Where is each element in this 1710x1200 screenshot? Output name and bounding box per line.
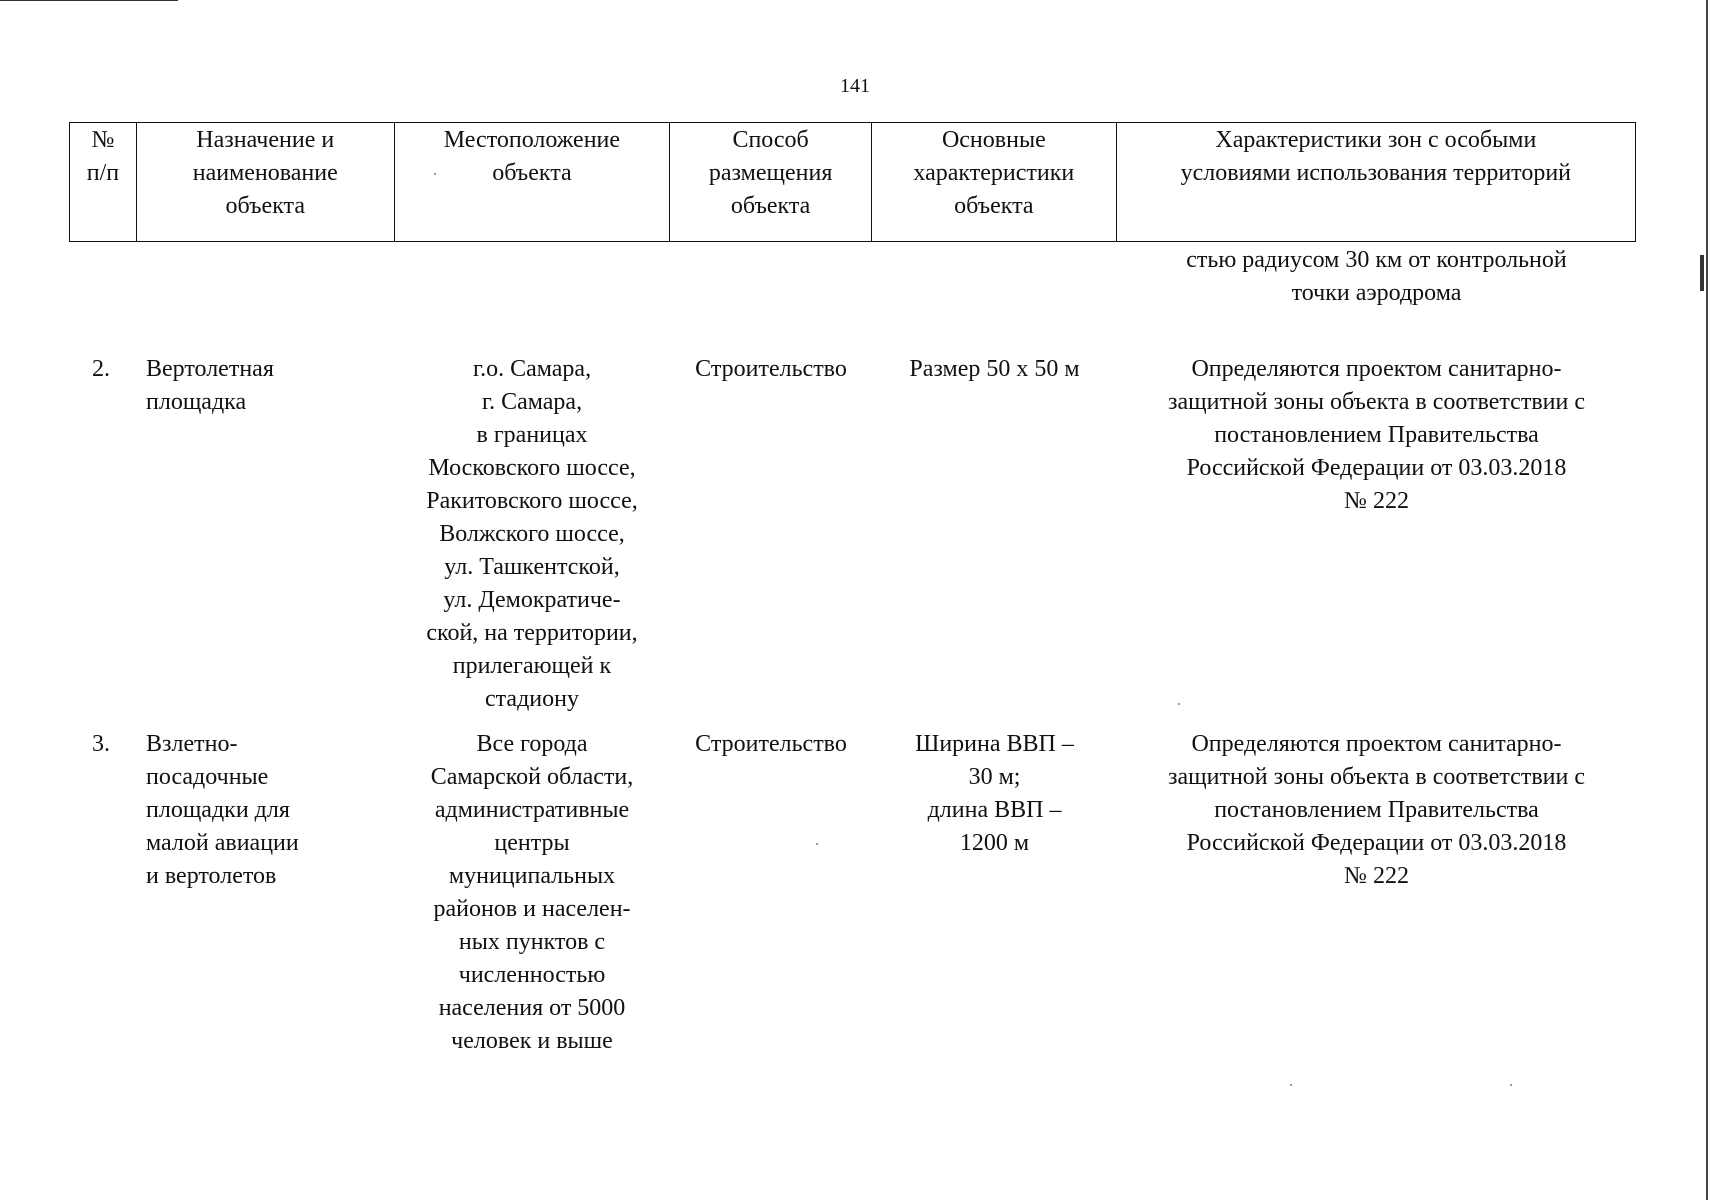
header-method: Способ размещения объекта <box>670 123 872 241</box>
scan-speck <box>1178 703 1180 705</box>
scan-border-top <box>0 0 178 1</box>
header-number: № п/п <box>70 123 137 241</box>
table-header <box>69 122 1636 242</box>
zone-characteristics: Определяются проектом санитарно- защитной зоны объекта в соответствии с постановлением Правительства Российской Федерации от 03.03.2018 № 222 <box>1168 356 1585 514</box>
header-name: Назначение и наименование объекта <box>137 123 395 241</box>
header-location: Местоположение объекта <box>395 123 671 241</box>
scan-speck <box>1290 1084 1292 1086</box>
object-location: Все города Самарской области, административные центры муниципальных районов и населен- ных пунктов с численностью населения от 5000 человек и выше <box>430 731 634 1054</box>
object-location: г.о. Самара, г. Самара, в границах Московского шоссе, Ракитовского шоссе, Волжского шоссе, ул. Ташкентской, ул. Демократиче- ской, на территории, прилегающей к стадиону <box>426 356 638 712</box>
page-number: 141 <box>840 75 870 97</box>
header-characteristics: Основные характеристики объекта <box>872 123 1117 241</box>
object-characteristics: Ширина ВВП – 30 м; длина ВВП – 1200 м <box>915 731 1074 856</box>
scan-speck <box>1510 1084 1512 1086</box>
scan-border-right <box>1706 0 1708 1200</box>
placement-method: Строительство <box>695 356 847 382</box>
placement-method: Строительство <box>695 731 847 757</box>
object-name: Вертолетная площадка <box>146 356 274 415</box>
row-number: 2. <box>92 356 110 382</box>
object-characteristics: Размер 50 х 50 м <box>909 356 1080 382</box>
header-zones: Характеристики зон с особыми условиями использования территорий <box>1180 127 1572 186</box>
object-name: Взлетно- посадочные площадки для малой авиации и вертолетов <box>146 731 299 889</box>
row-number: 3. <box>92 731 110 757</box>
zones-continuation: стью радиусом 30 км от контрольной точки аэродрома <box>1186 247 1567 306</box>
scan-mark <box>1700 255 1704 291</box>
zone-characteristics: Определяются проектом санитарно- защитной зоны объекта в соответствии с постановлением Правительства Российской Федерации от 03.03.2018 № 222 <box>1168 731 1585 889</box>
scan-speck <box>434 173 436 175</box>
scan-speck <box>816 843 818 845</box>
